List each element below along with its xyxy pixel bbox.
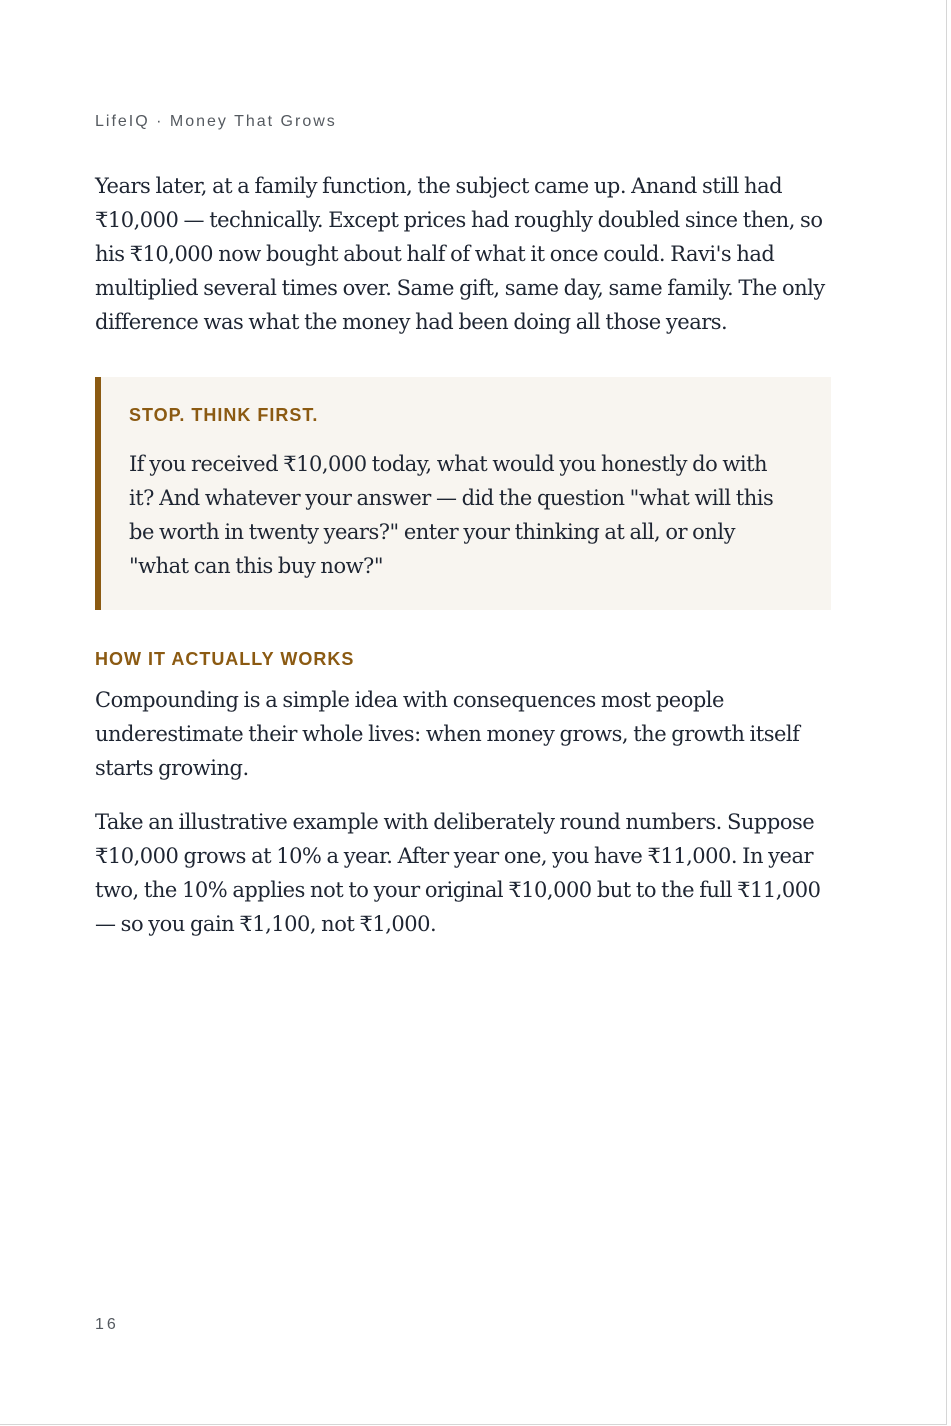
running-header: LifeIQ · Money That Grows bbox=[95, 113, 337, 130]
think-first-callout bbox=[95, 377, 831, 610]
callout-text: If you received ₹10,000 today, what would you honestly do with it? And whatever your answer — did the question "what will this be worth in twenty years?" enter your thinking at all, or only "what can this buy now?" bbox=[129, 452, 774, 578]
page-number: 16 bbox=[95, 1316, 119, 1333]
section-heading: HOW IT ACTUALLY WORKS bbox=[95, 649, 355, 669]
page-content bbox=[95, 169, 835, 941]
section-paragraph-example: Take an illustrative example with deliberately round numbers. Suppose ₹10,000 grows at 10% a year. After year one, you have ₹11,000. In year two, the 10% applies not to your original ₹10,000 but to the full ₹11,000 — so you gain ₹1,100, not ₹1,000. bbox=[95, 810, 821, 936]
section-paragraph-compounding: Compounding is a simple idea with consequences most people underestimate their whole lives: when money grows, the growth itself starts growing. bbox=[95, 688, 800, 780]
callout-label: STOP. THINK FIRST. bbox=[129, 405, 319, 425]
story-paragraph: Years later, at a family function, the subject came up. Anand still had ₹10,000 — technically. Except prices had roughly doubled since then, so his ₹10,000 now bought about half of what it once could. Ravi's had multiplied several times over. Same gift, same day, same family. The only difference was what the money had been doing all those years. bbox=[95, 174, 825, 334]
